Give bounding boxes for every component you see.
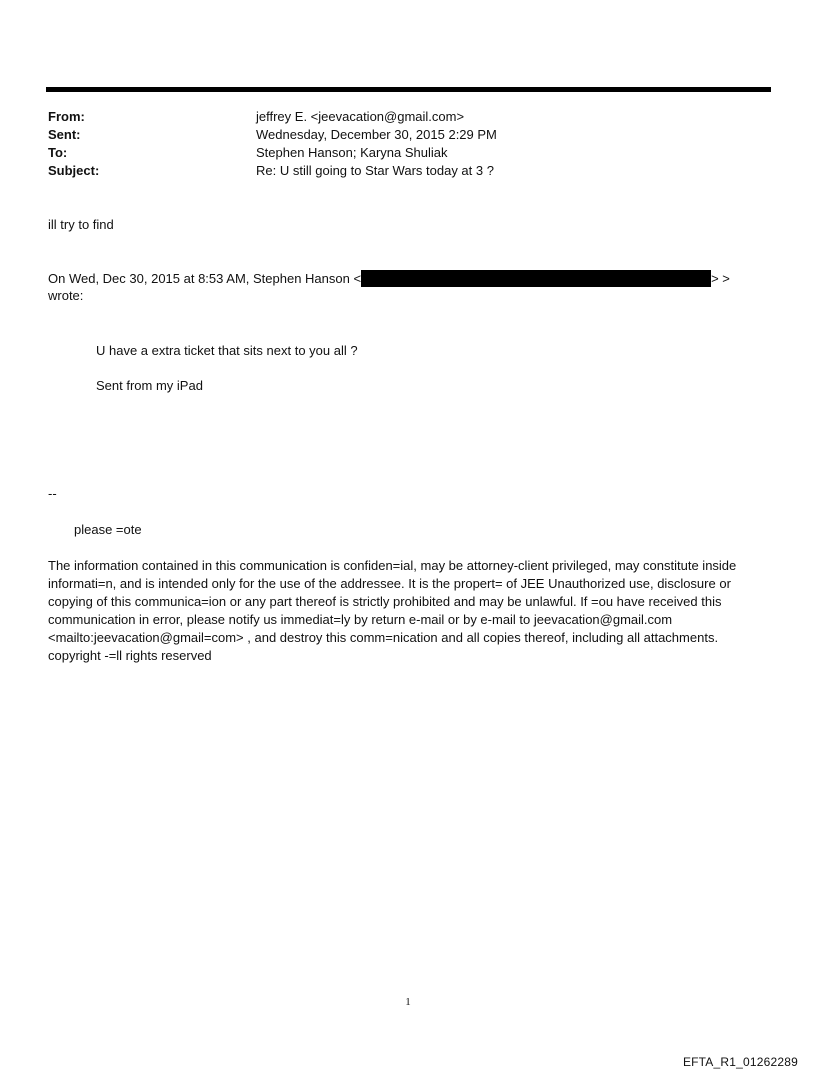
please-note: please =ote: [74, 522, 142, 537]
subject-row: [48, 162, 768, 180]
quoted-intro-prefix: On Wed, Dec 30, 2015 at 8:53 AM, Stephen Hanson <: [48, 271, 362, 286]
subject-label: Subject:: [48, 163, 100, 178]
page-number: 1: [405, 996, 411, 1008]
sent-value: Wednesday, December 30, 2015 2:29 PM: [256, 127, 497, 142]
sent-row: [48, 126, 768, 144]
sent-label: Sent:: [48, 127, 81, 142]
from-value: jeffrey E. <jeevacation@gmail.com>: [256, 109, 465, 124]
quoted-signature: Sent from my iPad: [96, 378, 203, 393]
redaction-bar: [361, 270, 711, 287]
header-divider: [46, 87, 771, 92]
email-header: [48, 108, 768, 180]
subject-value: Re: U still going to Star Wars today at 3 ?: [256, 163, 494, 178]
quoted-intro-suffix: > >: [711, 271, 730, 286]
signature-separator: --: [48, 486, 57, 501]
reply-text: ill try to find: [48, 217, 114, 232]
quoted-intro: [48, 270, 730, 287]
quoted-intro-wrote: wrote:: [48, 288, 84, 303]
quoted-message: U have a extra ticket that sits next to you all ?: [96, 343, 358, 358]
from-label: From:: [48, 109, 85, 124]
document-id: EFTA_R1_01262289: [682, 1055, 798, 1069]
confidentiality-disclaimer: The information contained in this communication is confiden=ial, may be attorney-client privileged, may constitute inside informati=n, and is intended only for the use of the addressee. It is the propert= of JEE Unauthorized use, disclosure or copying of this communica=ion or any part thereof is strictly prohibited and may be unlawful. If =ou have received this communication in error, please notify us immediat=ly by return e-mail or by e-mail to jeevacation@gmail.com <mailto:jeevacation@gmail=com> , and destroy this comm=nication and all copies thereof, including all attachments. copyright -=ll rights reserved: [48, 558, 737, 663]
to-value: Stephen Hanson; Karyna Shuliak: [256, 145, 448, 160]
to-row: [48, 144, 768, 162]
from-row: [48, 108, 768, 126]
to-label: To:: [48, 145, 68, 160]
